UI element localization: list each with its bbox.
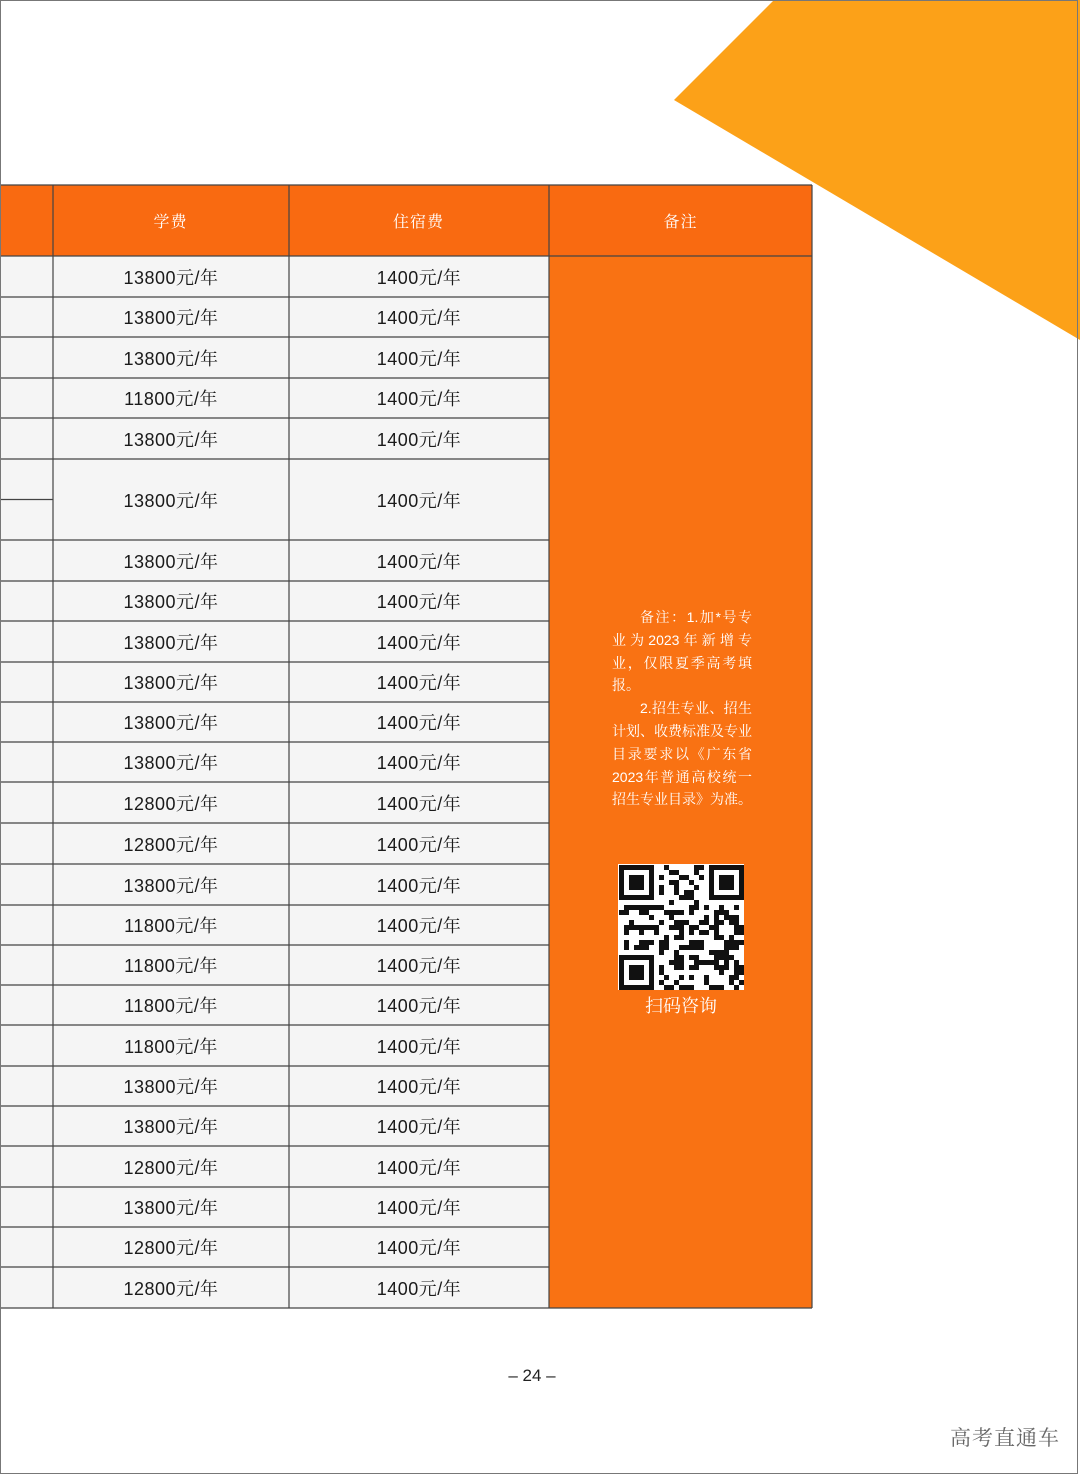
remarks-text (612, 606, 752, 811)
accommodation-cell: 1400元/年 (376, 1157, 462, 1178)
qr-label: 扫码咨询 (645, 996, 717, 1016)
tuition-cell: 11800元/年 (124, 996, 218, 1016)
tuition-cell: 13800元/年 (123, 1198, 219, 1218)
tuition-cell: 12800元/年 (123, 793, 219, 814)
accommodation-cell: 1400元/年 (376, 834, 462, 855)
tuition-cell: 11800元/年 (124, 389, 218, 409)
accommodation-cell: 1400元/年 (376, 592, 462, 612)
tuition-cell: 13800元/年 (123, 753, 219, 773)
accommodation-cell: 1400元/年 (376, 956, 462, 976)
tuition-cell: 12800元/年 (123, 1238, 219, 1258)
accommodation-cell: 1400元/年 (376, 875, 462, 896)
tuition-cell: 13800元/年 (123, 490, 219, 511)
accommodation-cell: 1400元/年 (376, 1036, 462, 1057)
accommodation-cell: 1400元/年 (376, 916, 462, 936)
accommodation-cell: 1400元/年 (376, 267, 462, 288)
accommodation-cell: 1400元/年 (376, 793, 462, 814)
accommodation-cell: 1400元/年 (376, 551, 462, 572)
header-remarks: 备注 (663, 213, 698, 231)
accommodation-cell: 1400元/年 (376, 673, 462, 693)
accommodation-cell: 1400元/年 (376, 429, 462, 450)
tuition-cell: 13800元/年 (123, 673, 219, 693)
accommodation-cell: 1400元/年 (376, 1198, 462, 1218)
tuition-cell: 13800元/年 (123, 348, 219, 369)
tuition-cell: 13800元/年 (123, 875, 219, 896)
tuition-cell: 13800元/年 (123, 308, 219, 328)
tuition-cell: 11800元/年 (124, 1036, 218, 1057)
accommodation-cell: 1400元/年 (376, 348, 462, 369)
accommodation-cell: 1400元/年 (376, 490, 462, 511)
accommodation-cell: 1400元/年 (376, 713, 462, 733)
tuition-cell: 13800元/年 (123, 1077, 219, 1097)
accommodation-cell: 1400元/年 (376, 389, 462, 409)
tuition-cell: 12800元/年 (123, 834, 219, 855)
accommodation-cell: 1400元/年 (376, 308, 462, 328)
page-number: – 24 – (508, 1366, 556, 1385)
accommodation-cell: 1400元/年 (376, 632, 462, 653)
header-tuition: 学费 (153, 213, 188, 231)
tuition-cell: 13800元/年 (123, 592, 219, 612)
accommodation-cell: 1400元/年 (376, 1077, 462, 1097)
qr-code-icon (618, 864, 744, 990)
accommodation-cell: 1400元/年 (376, 996, 462, 1016)
accommodation-cell: 1400元/年 (376, 753, 462, 773)
remarks-note-1: 备注：1.加*号专业为2023年新增专业，仅限夏季高考填报。 (612, 609, 752, 694)
accommodation-cell: 1400元/年 (376, 1117, 462, 1137)
remarks-note-2: 2.招生专业、招生计划、收费标准及专业目录要求以《广东省2023年普通高校统一招生专业目录》为准。 (612, 700, 752, 808)
tuition-cell: 13800元/年 (123, 713, 219, 733)
tuition-cell: 13800元/年 (123, 632, 219, 653)
tuition-cell: 13800元/年 (123, 1117, 219, 1137)
tuition-cell: 13800元/年 (123, 267, 219, 288)
tuition-cell: 12800元/年 (123, 1157, 219, 1178)
tuition-cell: 13800元/年 (123, 551, 219, 572)
tuition-cell: 13800元/年 (123, 429, 219, 450)
watermark: 高考直通车 (950, 1427, 1060, 1450)
header-accommodation: 住宿费 (392, 213, 444, 231)
tuition-cell: 11800元/年 (124, 916, 218, 936)
tuition-cell: 11800元/年 (124, 956, 218, 976)
tuition-cell: 12800元/年 (123, 1278, 219, 1299)
accommodation-cell: 1400元/年 (376, 1278, 462, 1299)
accommodation-cell: 1400元/年 (376, 1238, 462, 1258)
